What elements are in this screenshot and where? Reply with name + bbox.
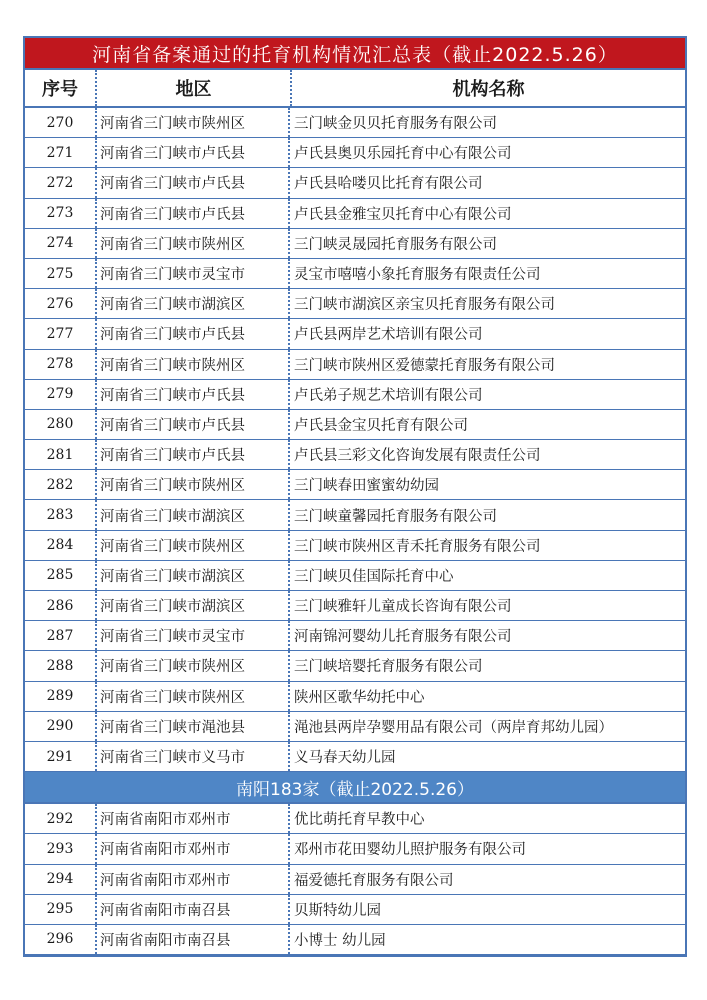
table-row <box>25 410 685 440</box>
row-number: 288 <box>46 657 74 674</box>
row-number: 285 <box>46 567 74 584</box>
row-org-name: 三门峡灵晟园托育服务有限公司 <box>288 229 685 258</box>
row-number: 284 <box>46 537 74 554</box>
table-row <box>25 591 685 621</box>
row-region: 河南省三门峡市义马市 <box>95 742 288 771</box>
row-org-name: 三门峡童馨园托育服务有限公司 <box>288 500 685 529</box>
row-org-name: 三门峡市陕州区青禾托育服务有限公司 <box>288 531 685 560</box>
row-org-name: 三门峡贝佳国际托育中心 <box>288 561 685 590</box>
header-name: 机构名称 <box>290 70 685 106</box>
row-region: 河南省三门峡市陕州区 <box>95 108 288 137</box>
header-row <box>25 70 685 108</box>
row-region: 河南省三门峡市陕州区 <box>95 682 288 711</box>
table-row <box>25 895 685 925</box>
row-org-name: 三门峡春田蜜蜜幼幼园 <box>288 470 685 499</box>
row-number: 293 <box>46 840 74 857</box>
table-row <box>25 834 685 864</box>
row-region: 河南省三门峡市陕州区 <box>95 229 288 258</box>
row-org-name: 三门峡市陕州区爱德蒙托育服务有限公司 <box>288 350 685 379</box>
row-number: 282 <box>46 476 74 493</box>
row-number: 276 <box>46 295 74 312</box>
row-region: 河南省南阳市南召县 <box>95 895 288 924</box>
table-row <box>25 350 685 380</box>
row-number: 274 <box>46 235 74 252</box>
table-row <box>25 651 685 681</box>
row-region: 河南省三门峡市卢氏县 <box>95 138 288 167</box>
row-org-name: 贝斯特幼儿园 <box>288 895 685 924</box>
table-row <box>25 108 685 138</box>
row-region: 河南省三门峡市湖滨区 <box>95 500 288 529</box>
row-number: 275 <box>46 265 74 282</box>
row-org-name: 三门峡培婴托育服务有限公司 <box>288 651 685 680</box>
row-number: 283 <box>46 507 74 524</box>
table-row <box>25 531 685 561</box>
table-row <box>25 621 685 651</box>
row-org-name: 陕州区歌华幼托中心 <box>288 682 685 711</box>
table-row <box>25 561 685 591</box>
row-region: 河南省三门峡市陕州区 <box>95 350 288 379</box>
table-row <box>25 470 685 500</box>
row-number: 290 <box>46 718 74 735</box>
row-org-name: 卢氏县两岸艺术培训有限公司 <box>288 319 685 348</box>
row-org-name: 邓州市花田婴幼儿照护服务有限公司 <box>288 834 685 863</box>
row-org-name: 三门峡市湖滨区亲宝贝托育服务有限公司 <box>288 289 685 318</box>
row-region: 河南省南阳市邓州市 <box>95 804 288 833</box>
row-number: 273 <box>46 205 74 222</box>
row-org-name: 小博士 幼儿园 <box>288 925 685 954</box>
table-row <box>25 742 685 772</box>
row-region: 河南省三门峡市卢氏县 <box>95 319 288 348</box>
table-row <box>25 865 685 895</box>
row-org-name: 渑池县两岸孕婴用品有限公司（两岸育邦幼儿园） <box>288 712 685 741</box>
table-row <box>25 259 685 289</box>
row-org-name: 卢氏县哈喽贝比托育有限公司 <box>288 168 685 197</box>
row-org-name: 灵宝市嘻嘻小象托育服务有限责任公司 <box>288 259 685 288</box>
table-row <box>25 289 685 319</box>
row-region: 河南省三门峡市卢氏县 <box>95 410 288 439</box>
row-region: 河南省三门峡市卢氏县 <box>95 380 288 409</box>
row-number: 272 <box>46 174 74 191</box>
row-number: 279 <box>46 386 74 403</box>
row-org-name: 卢氏县三彩文化咨询发展有限责任公司 <box>288 440 685 469</box>
row-region: 河南省三门峡市灵宝市 <box>95 259 288 288</box>
table-row <box>25 319 685 349</box>
row-region: 河南省三门峡市卢氏县 <box>95 168 288 197</box>
table-row <box>25 138 685 168</box>
row-number: 277 <box>46 325 74 342</box>
table-row <box>25 925 685 955</box>
row-region: 河南省南阳市南召县 <box>95 925 288 954</box>
row-org-name: 卢氏县金宝贝托育有限公司 <box>288 410 685 439</box>
row-org-name: 三门峡雅轩儿童成长咨询有限公司 <box>288 591 685 620</box>
table-row <box>25 682 685 712</box>
row-number: 278 <box>46 356 74 373</box>
row-region: 河南省三门峡市卢氏县 <box>95 440 288 469</box>
row-region: 河南省三门峡市卢氏县 <box>95 199 288 228</box>
rows-group-sanmenxia <box>25 108 685 772</box>
row-number: 294 <box>46 871 74 888</box>
header-region: 地区 <box>95 70 290 106</box>
table-row <box>25 440 685 470</box>
row-org-name: 福爱德托育服务有限公司 <box>288 865 685 894</box>
row-number: 291 <box>46 748 74 765</box>
table-row <box>25 500 685 530</box>
rows-group-nanyang <box>25 804 685 955</box>
row-number: 271 <box>46 144 74 161</box>
row-number: 296 <box>46 931 74 948</box>
row-region: 河南省三门峡市湖滨区 <box>95 591 288 620</box>
row-org-name: 卢氏弟子规艺术培训有限公司 <box>288 380 685 409</box>
row-region: 河南省三门峡市陕州区 <box>95 531 288 560</box>
row-region: 河南省三门峡市湖滨区 <box>95 289 288 318</box>
row-number: 289 <box>46 688 74 705</box>
section-header-nanyang: 南阳183家（截止2022.5.26） <box>25 772 685 804</box>
row-number: 295 <box>46 901 74 918</box>
row-region: 河南省三门峡市渑池县 <box>95 712 288 741</box>
row-number: 281 <box>46 446 74 463</box>
row-number: 286 <box>46 597 74 614</box>
row-region: 河南省三门峡市陕州区 <box>95 470 288 499</box>
row-region: 河南省三门峡市陕州区 <box>95 651 288 680</box>
row-region: 河南省三门峡市灵宝市 <box>95 621 288 650</box>
table-row <box>25 712 685 742</box>
row-region: 河南省南阳市邓州市 <box>95 834 288 863</box>
row-org-name: 卢氏县奥贝乐园托育中心有限公司 <box>288 138 685 167</box>
row-number: 280 <box>46 416 74 433</box>
row-org-name: 卢氏县金雅宝贝托育中心有限公司 <box>288 199 685 228</box>
row-org-name: 义马春天幼儿园 <box>288 742 685 771</box>
table-row <box>25 380 685 410</box>
row-org-name: 河南锦河婴幼儿托育服务有限公司 <box>288 621 685 650</box>
row-region: 河南省三门峡市湖滨区 <box>95 561 288 590</box>
table-row <box>25 229 685 259</box>
table-row <box>25 804 685 834</box>
table-row <box>25 168 685 198</box>
row-org-name: 三门峡金贝贝托育服务有限公司 <box>288 108 685 137</box>
row-number: 270 <box>46 114 74 131</box>
table-row <box>25 199 685 229</box>
row-number: 292 <box>46 810 74 827</box>
row-number: 287 <box>46 627 74 644</box>
header-no: 序号 <box>42 79 78 100</box>
row-region: 河南省南阳市邓州市 <box>95 865 288 894</box>
table-title: 河南省备案通过的托育机构情况汇总表（截止2022.5.26） <box>25 36 685 70</box>
row-org-name: 优比萌托育早教中心 <box>288 804 685 833</box>
registry-table <box>23 36 687 957</box>
